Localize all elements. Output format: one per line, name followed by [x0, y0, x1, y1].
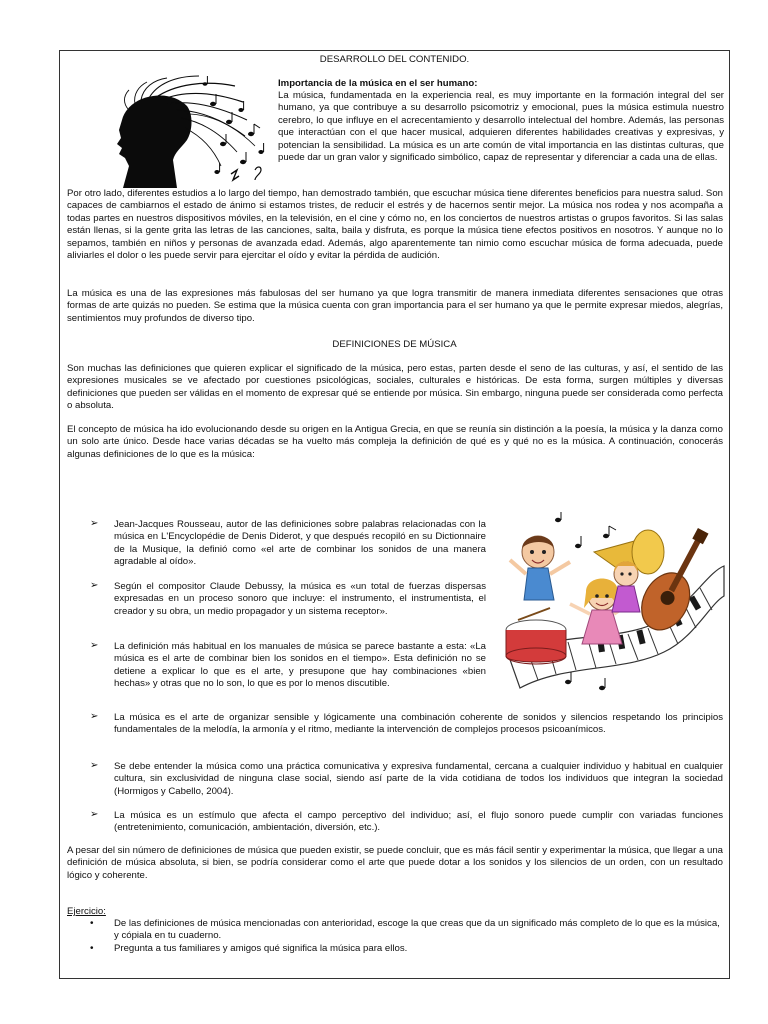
page-title: DESARROLLO DEL CONTENIDO. [319, 54, 470, 65]
list-bullet: ➢ [90, 518, 99, 529]
intro-heading: Importancia de la música en el ser humano: [278, 78, 478, 89]
musical-head-illustration [95, 74, 270, 192]
definition-item-debussy: Según el compositor Claude Debussy, la música es «un total de fuerzas dispersas expresadas en un proceso sonoro que incluye: el instrumento, el instrumentista, el creador y su obra, un medio propagador y un sistema receptor». [114, 581, 486, 617]
definition-item-organize: La música es el arte de organizar sensible y lógicamente una combinación coherente de sonidos y silencios respetando los principios fundamentales de la melodía, la armonía y el ritmo, mediante la intervención de complejos procesos psicoanímicos. [114, 712, 723, 736]
list-bullet: ➢ [90, 580, 99, 591]
list-bullet: ➢ [90, 640, 99, 651]
list-bullet: • [90, 918, 94, 929]
children-music-illustration [498, 512, 726, 704]
list-bullet: ➢ [90, 711, 99, 722]
exercise-item-choose-definition: De las definiciones de música mencionadas con anterioridad, escoge la que creas que da un significado más completo de lo que es la música, y cópiala en tu cuaderno. [114, 918, 720, 942]
definition-item-practice: Se debe entender la música como una práctica comunicativa y expresiva fundamental, cercana a cualquier individuo y habitual en cualquier cultura, sin exclusividad de ninguna clase social, siendo así parte de la vida cotidiana de todos los individuos que integran la sociedad (Hormigos y Cabello, 2004). [114, 761, 723, 797]
conclusion-paragraph: A pesar del sin número de definiciones de música que pueden existir, se puede concluir, que es más fácil sentir y experimentar la música, que llegar a una definición de música absoluta, si bien, se podría considerar como el arte que puede dotar a los sonidos y los silencios de un orden, con un resultado lógico y coherente. [67, 845, 723, 881]
definition-item-rousseau: Jean-Jacques Rousseau, autor de las definiciones sobre palabras relacionadas con la música en L'Encyclopédie de Denis Diderot, y que después recopiló en su Dictionnaire de la Musique, la definió como «el arte de combinar los sonidos de una manera agradable al oído». [114, 519, 486, 568]
exercise-item-ask-family: Pregunta a tus familiares y amigos qué significa la música para ellos. [114, 943, 408, 954]
list-bullet: ➢ [90, 809, 99, 820]
definition-item-stimulus: La música es un estímulo que afecta el campo perceptivo del individuo; así, el flujo sonoro puede cumplir con variadas funciones (entretenimiento, comunicación, ambientación, diversión, etc.). [114, 810, 723, 834]
definition-item-manuals: La definición más habitual en los manuales de música se parece bastante a esta: «La música es el arte de combinar bien los sonidos en el tiempo». Esta definición no se detiene a explicar lo que es el arte, y presupone que hay combinaciones «bien hechas» y otras que no lo son, lo que es por lo menos discutible. [114, 641, 486, 690]
definitions-heading: DEFINICIONES DE MÚSICA [332, 339, 457, 350]
list-bullet: ➢ [90, 760, 99, 771]
exercise-heading: Ejercicio: [67, 906, 106, 917]
expression-paragraph: La música es una de las expresiones más fabulosas del ser humano ya que logra transmitir de manera inmediata diferentes sensaciones que otras formas de arte quizás no pueden. Se estima que la música cuenta con gran importancia para el ser humano ya que le permite expresar miedos, alegrías, sentimientos muy profundos de diverso tipo. [67, 288, 723, 324]
concept-evolution-paragraph: El concepto de música ha ido evolucionando desde su origen en la Antigua Grecia, en que se reunía sin distinción a la poesía, la música y la danza como un solo arte único. Desde hace varias décadas se ha vuelto más compleja la definición de qué es y qué no es la música. A continuación, conocerás algunas definiciones de lo que es la música: [67, 424, 723, 460]
definitions-intro-paragraph: Son muchas las definiciones que quieren explicar el significado de la música, pero estas, parten desde el seno de las culturas, y así, el sentido de las expresiones musicales se ve afectado por cuestiones psicológicas, sociales, culturales e históricas. De esta forma, surgen múltiples y diversas definiciones que pueden ser válidas en el momento de expresar qué se entiende por música. Sin embargo, ninguna puede ser considerada como perfecta o absoluta. [67, 363, 723, 412]
list-bullet: • [90, 943, 94, 954]
health-benefits-paragraph: Por otro lado, diferentes estudios a lo largo del tiempo, han demostrado también, que escuchar música tiene diferentes beneficios para nuestra salud. Son capaces de cambiarnos el estado de ánimo si estamos tristes, de reducir el estrés y de hacernos sentir mejor. La música nos rodea y nos acompaña a todas partes en nuestros dispositivos móviles, en la televisión, en el cine y cómo no, en los conciertos de nuestros artistas o grupos favoritos. Si las salas están llenas, si la gente grita las letras de las canciones, salta, baila y disfruta, es porque la música tiene efectos positivos en nosotros. Y aunque no lo sepamos, también en niños y personas de avanzada edad. Además, algo aparentemente tan nimio como escuchar música de forma adecuada, puede aliviarles el dolor o les puede servir para ejercitar el oído y evitar la pérdida de audición. [67, 188, 723, 262]
intro-paragraph: La música, fundamentada en la experiencia real, es muy importante en la formación integral del ser humano, ya que contribuye a su desarrollo psicomotriz y emocional, pues la música estimula nuestro cerebro, lo que influye en el acrecentamiento y desarrollo intelectual del hombre. Además, las personas que interactúan con el que hacer musical, adquieren diferentes habilidades creativas y expresivas, y potencian la sensibilidad. La música es un arte común de vital importancia en las distintas culturas, que puede dar un gran valor y significado simbólico, capaz de representar y diferenciar a cada una de ellas. [278, 90, 724, 164]
